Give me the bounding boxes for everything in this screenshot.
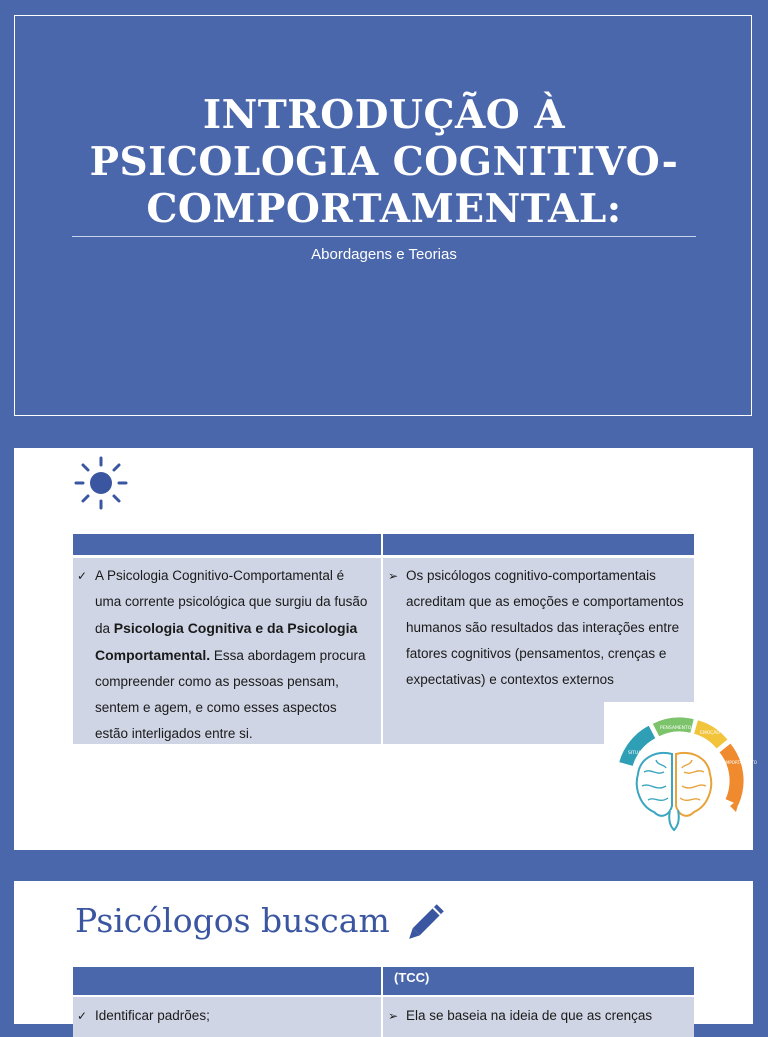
slide-title	[40, 92, 728, 233]
table-header-divider	[381, 534, 383, 555]
slide-heading: Psicólogos buscam	[75, 901, 390, 940]
check-icon: ✓	[77, 569, 88, 583]
label-pensamento: PENSAMENTO	[660, 726, 692, 731]
left-cell-text-2: Essa abordagem procura compreender como as pessoas pensam, sentem e agem, e como esses aspectos estão interligados entre si.	[95, 648, 366, 741]
title-divider	[72, 236, 696, 237]
left-item	[73, 1003, 379, 1029]
intro-slide	[14, 448, 757, 850]
left-cell-bold-text: Psicologia Cognitiva e da Psicologia Comportamental.	[95, 620, 358, 663]
tcc-header: (TCC)	[394, 970, 430, 985]
label-emocao: EMOÇÃO	[700, 731, 720, 736]
right-cell	[384, 563, 694, 693]
right-item	[384, 1003, 694, 1029]
sun-icon	[72, 454, 130, 512]
right-item-text: Ela se baseia na ideia de que as crenças	[406, 1008, 653, 1023]
title-line-1: INTRODUÇÃO À	[202, 92, 566, 138]
left-cell	[73, 563, 379, 747]
table-column-divider	[381, 997, 383, 1037]
pencil-icon	[399, 899, 449, 949]
goals-slide	[14, 881, 753, 1024]
left-item-text: Identificar padrões;	[95, 1008, 210, 1023]
brain-cycle-icon	[604, 702, 757, 842]
slide-subtitle: Abordagens e Teorias	[311, 246, 457, 263]
check-icon: ✓	[77, 1009, 88, 1023]
left-cell-text-1: A Psicologia Cognitivo-Comportamental é uma corrente psicológica que surgiu da fusão da	[95, 568, 368, 636]
arrow-bullet-icon: ➢	[388, 569, 399, 583]
title-line-2: PSICOLOGIA COGNITIVO-	[89, 139, 679, 185]
table-header	[73, 534, 694, 555]
table-header-divider	[381, 967, 383, 995]
arrow-bullet-icon: ➢	[388, 1009, 399, 1023]
title-line-3: COMPORTAMENTAL:	[146, 186, 622, 232]
title-slide	[0, 0, 768, 432]
table-header	[73, 967, 694, 995]
label-comportamento: COMPORTAMENTO	[720, 760, 757, 765]
label-situacao: SITUAÇÃO	[628, 751, 651, 756]
right-cell-text: Os psicólogos cognitivo-comportamentais acreditam que as emoções e comportamentos humanos são resultados das interações entre fatores cognitivos (pensamentos, crenças e expectativas) e contextos externos	[406, 568, 684, 687]
table-column-divider	[381, 558, 383, 744]
